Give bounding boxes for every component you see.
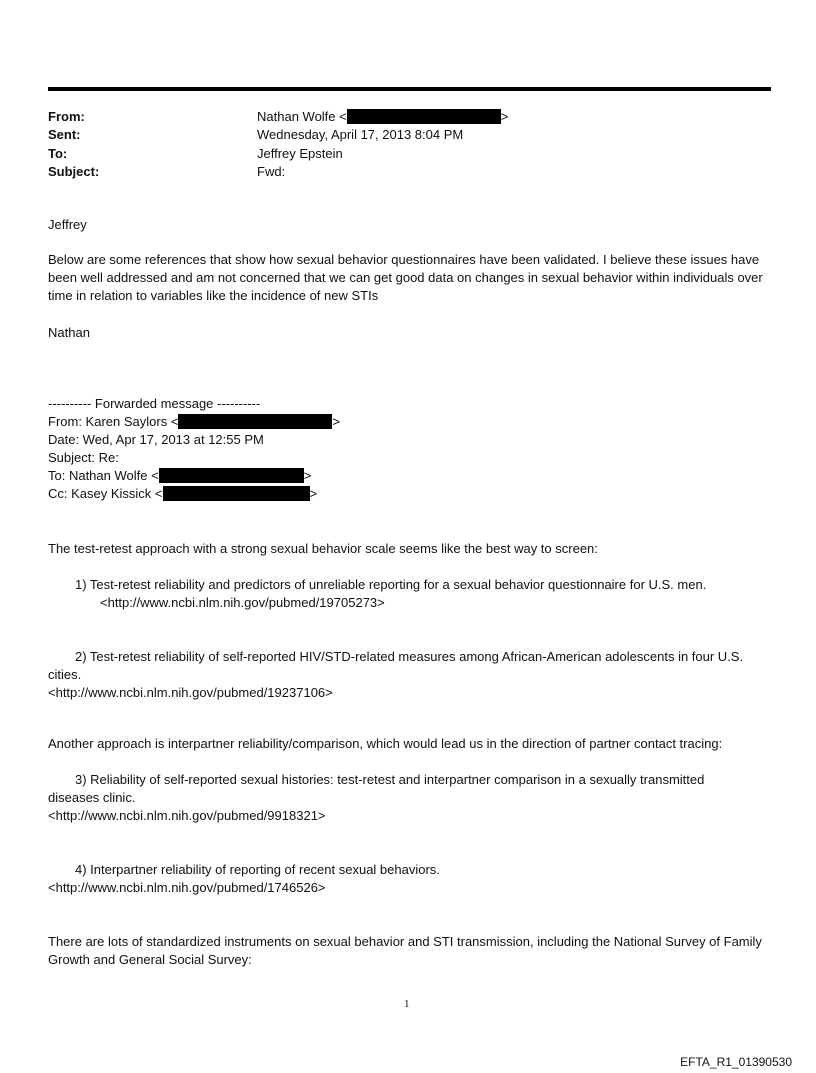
to-label: To: — [48, 146, 68, 161]
content-paragraph-3: There are lots of standardized instruments on sexual behavior and STI transmission, including the National Survey of Family Growth and General Social Survey: — [48, 934, 762, 967]
header-rule — [48, 87, 771, 91]
redaction-bar — [178, 414, 332, 429]
forwarded-to-text: To: Nathan Wolfe < — [48, 468, 159, 483]
page-number: 1 — [404, 998, 410, 1010]
forwarded-cc-close: > — [309, 486, 318, 501]
reference-4-url[interactable]: <http://www.ncbi.nlm.nih.gov/pubmed/1746526> — [48, 880, 326, 895]
reference-3-url[interactable]: <http://www.ncbi.nlm.nih.gov/pubmed/9918321> — [48, 808, 326, 823]
subject-value: Fwd: — [257, 164, 286, 179]
to-value: Jeffrey Epstein — [257, 146, 343, 161]
forwarded-cc-text: Cc: Kasey Kissick < — [48, 486, 163, 501]
reference-3-continuation: diseases clinic. — [48, 790, 136, 805]
signoff: Nathan — [48, 325, 90, 340]
document-id: EFTA_R1_01390530 — [680, 1055, 792, 1069]
reference-2-continuation: cities. — [48, 667, 82, 682]
from-name: Nathan Wolfe < — [257, 109, 347, 124]
forwarded-from-text: From: Karen Saylors < — [48, 414, 179, 429]
forwarded-from — [48, 413, 773, 431]
sent-value: Wednesday, April 17, 2013 8:04 PM — [257, 127, 464, 142]
forwarded-to-close: > — [303, 468, 312, 483]
sent-label: Sent: — [48, 127, 81, 142]
redaction-bar — [163, 486, 310, 501]
reference-1-url[interactable]: <http://www.ncbi.nlm.nih.gov/pubmed/19705273> — [100, 595, 385, 610]
forwarded-cc — [48, 485, 773, 503]
from-label: From: — [48, 109, 85, 124]
from-value — [257, 108, 508, 126]
from-close: > — [500, 109, 509, 124]
content-paragraph-1: The test-retest approach with a strong sexual behavior scale seems like the best way to screen: — [48, 541, 598, 556]
reference-4-title: 4) Interpartner reliability of reporting of recent sexual behaviors. — [75, 862, 440, 877]
forwarded-to — [48, 467, 773, 485]
subject-label: Subject: — [48, 164, 100, 179]
reference-3-title: 3) Reliability of self-reported sexual histories: test-retest and interpartner comparison in a sexually transmitted — [75, 772, 705, 787]
forwarded-from-close: > — [332, 414, 340, 429]
forwarded-divider: ---------- Forwarded message ---------- — [48, 396, 261, 411]
greeting: Jeffrey — [48, 217, 87, 232]
redaction-bar — [159, 468, 304, 483]
reference-2-title: 2) Test-retest reliability of self-reported HIV/STD-related measures among African-American adolescents in four U.S. — [75, 649, 744, 664]
forwarded-date: Date: Wed, Apr 17, 2013 at 12:55 PM — [48, 432, 264, 447]
redaction-bar — [347, 109, 501, 124]
content-paragraph-2: Another approach is interpartner reliability/comparison, which would lead us in the direction of partner contact tracing: — [48, 736, 723, 751]
forwarded-subject: Subject: Re: — [48, 450, 119, 465]
reference-2-url[interactable]: <http://www.ncbi.nlm.nih.gov/pubmed/19237106> — [48, 685, 333, 700]
intro-paragraph: Below are some references that show how sexual behavior questionnaires have been validated. I believe these issues have been well addressed and am not concerned that we can get good data on changes in sexual behavior within individuals over time in relation to variables like the incidence of new STIs — [48, 252, 763, 303]
reference-1-title: 1) Test-retest reliability and predictors of unreliable reporting for a sexual behavior questionnaire for U.S. men. — [75, 577, 707, 592]
